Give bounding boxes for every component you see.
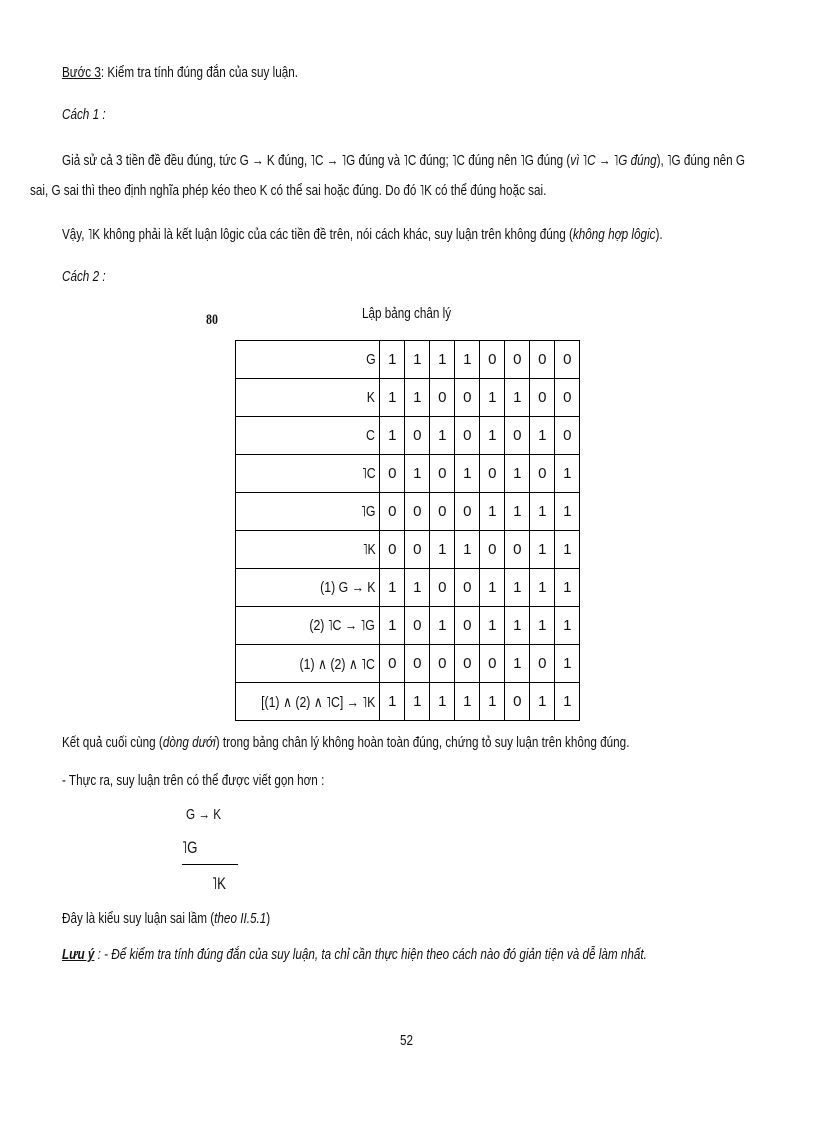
page-number: 52 [400, 1032, 414, 1049]
row-label: (1) G → K [319, 579, 376, 596]
truth-value-cell: 0 [480, 341, 505, 379]
row-label-cell [236, 379, 380, 417]
para1-line1 [62, 152, 745, 169]
truth-value-cell: 1 [530, 493, 555, 531]
truth-value-cell: 1 [505, 607, 530, 645]
truth-value-cell: 1 [505, 569, 530, 607]
truth-value-cell: 0 [430, 455, 455, 493]
truth-value-cell: 1 [405, 341, 430, 379]
truth-value-cell: 1 [430, 417, 455, 455]
truth-value-cell: 1 [430, 531, 455, 569]
note-line: - Thực ra, suy luận trên có thể được viết gọn hơn : [62, 772, 325, 789]
truth-value-cell: 1 [430, 683, 455, 721]
row-label: (1) ∧ (2) ∧ ˥C [299, 655, 376, 673]
para1-text-a: Giả sử cả 3 tiền đề đều đúng, tức G → K đúng, ˥C → ˥G đúng và ˥C đúng; ˥C đúng nên ˥G đúng ( [62, 152, 571, 169]
step-heading-line [62, 64, 298, 81]
truth-value-cell: 1 [530, 531, 555, 569]
result-text-b: ) trong bảng chân lý không hoàn toàn đúng, chứng tỏ suy luận trên không đúng. [215, 734, 630, 751]
table-row [236, 379, 580, 417]
truth-value-cell: 0 [380, 645, 405, 683]
fallacy-line [62, 910, 270, 927]
table-row [236, 569, 580, 607]
truth-value-cell: 1 [480, 607, 505, 645]
table-row [236, 683, 580, 721]
truth-value-cell: 1 [455, 531, 480, 569]
truth-value-cell: 1 [555, 455, 580, 493]
row-label: G [365, 351, 376, 368]
table-row [236, 645, 580, 683]
truth-value-cell: 0 [555, 417, 580, 455]
truth-value-cell: 1 [480, 683, 505, 721]
truth-value-cell: 1 [380, 683, 405, 721]
truth-value-cell: 1 [480, 379, 505, 417]
step-title: : Kiểm tra tính đúng đắn của suy luận. [100, 64, 298, 81]
row-label-cell [236, 341, 380, 379]
truth-value-cell: 1 [380, 341, 405, 379]
table-row [236, 531, 580, 569]
row-label-cell [236, 455, 380, 493]
truth-value-cell: 0 [505, 417, 530, 455]
truth-value-cell: 1 [555, 493, 580, 531]
truth-value-cell: 1 [505, 379, 530, 417]
truth-value-cell: 1 [380, 379, 405, 417]
truth-value-cell: 1 [405, 569, 430, 607]
para1-text-b: ), ˥G đúng nên G [656, 152, 746, 169]
remark-line [62, 946, 647, 963]
truth-value-cell: 1 [555, 607, 580, 645]
truth-value-cell: 1 [405, 455, 430, 493]
truth-value-cell: 0 [505, 531, 530, 569]
truth-value-cell: 0 [555, 341, 580, 379]
truth-value-cell: 1 [480, 569, 505, 607]
truth-value-cell: 1 [380, 607, 405, 645]
truth-value-cell: 0 [405, 417, 430, 455]
row-label-cell [236, 645, 380, 683]
truth-value-cell: 1 [455, 683, 480, 721]
truth-value-cell: 1 [505, 455, 530, 493]
truth-value-cell: 1 [555, 683, 580, 721]
truth-value-cell: 1 [430, 607, 455, 645]
truth-value-cell: 0 [380, 455, 405, 493]
truth-value-cell: 1 [380, 569, 405, 607]
truth-value-cell: 0 [455, 569, 480, 607]
truth-value-cell: 1 [505, 645, 530, 683]
truth-table [235, 340, 580, 721]
table-row [236, 493, 580, 531]
truth-value-cell: 0 [530, 341, 555, 379]
truth-value-cell: 1 [555, 645, 580, 683]
truth-value-cell: 1 [405, 683, 430, 721]
truth-value-cell: 1 [430, 341, 455, 379]
row-label: C [366, 427, 376, 444]
method1-heading: Cách 1 : [62, 106, 106, 123]
truth-value-cell: 0 [555, 379, 580, 417]
truth-value-cell: 1 [555, 531, 580, 569]
truth-value-cell: 0 [430, 569, 455, 607]
truth-value-cell: 1 [530, 683, 555, 721]
truth-value-cell: 1 [555, 569, 580, 607]
para2-text-b: ). [655, 226, 663, 243]
row-label-cell [236, 569, 380, 607]
truth-value-cell: 1 [455, 455, 480, 493]
para2 [62, 226, 663, 243]
para1-line2: sai, G sai thì theo định nghĩa phép kéo theo K có thể sai hoặc đúng. Do đó ˥K có thể đúng hoặc sai. [30, 182, 547, 199]
truth-value-cell: 0 [455, 645, 480, 683]
truth-value-cell: 0 [405, 493, 430, 531]
truth-value-cell: 1 [530, 607, 555, 645]
truth-value-cell: 0 [405, 531, 430, 569]
truth-value-cell: 0 [505, 683, 530, 721]
truth-value-cell: 0 [405, 645, 430, 683]
result-text-a: Kết quả cuối cùng ( [62, 734, 163, 751]
row-label: ˥C [361, 465, 376, 482]
truth-value-cell: 1 [530, 417, 555, 455]
row-label-cell [236, 493, 380, 531]
row-label: ˥K [362, 541, 376, 558]
truth-value-cell: 1 [480, 493, 505, 531]
step-heading: Bước 3 [62, 64, 101, 81]
para1-italic: vì ˥C → ˥G đúng [570, 152, 657, 169]
row-label: (2) ˥C → ˥G [309, 617, 376, 634]
truth-value-cell: 0 [530, 645, 555, 683]
table-row [236, 607, 580, 645]
remark-text: : - Để kiểm tra tính đúng đắn của suy luận, ta chỉ cần thực hiện theo cách nào đó giản tiện và dễ làm nhất. [94, 946, 647, 963]
truth-value-cell: 0 [505, 341, 530, 379]
row-label-cell [236, 531, 380, 569]
truth-value-cell: 0 [455, 607, 480, 645]
para2-italic: không hợp lôgic [572, 226, 656, 243]
table-row [236, 455, 580, 493]
truth-value-cell: 0 [530, 455, 555, 493]
truth-value-cell: 0 [480, 645, 505, 683]
short-premise-1: G → K [186, 806, 222, 823]
row-label: [(1) ∧ (2) ∧ ˥C] → ˥K [261, 693, 376, 711]
truth-value-cell: 0 [455, 417, 480, 455]
row-label: K [367, 389, 376, 406]
short-premise-2: ˥G [182, 838, 198, 857]
para2-text-a: Vậy, ˥K không phải là kết luận lôgic của các tiền đề trên, nói cách khác, suy luận trên không đúng ( [62, 226, 573, 243]
truth-value-cell: 0 [480, 455, 505, 493]
remark-label: Lưu ý [62, 946, 95, 963]
truth-value-cell: 1 [505, 493, 530, 531]
table-title: Lập bảng chân lý [362, 305, 452, 322]
result-italic: dòng dưới [162, 734, 216, 751]
method2-heading: Cách 2 : [62, 268, 106, 285]
row-label-cell [236, 683, 380, 721]
truth-value-cell: 0 [430, 379, 455, 417]
truth-value-cell: 1 [530, 569, 555, 607]
fallacy-italic: theo II.5.1 [214, 910, 267, 927]
side-number: 80 [206, 312, 218, 328]
fallacy-text-b: ) [266, 910, 271, 927]
truth-value-cell: 1 [480, 417, 505, 455]
truth-value-cell: 0 [530, 379, 555, 417]
truth-value-cell: 1 [380, 417, 405, 455]
truth-value-cell: 0 [455, 379, 480, 417]
inference-line [182, 864, 238, 865]
truth-value-cell: 0 [430, 493, 455, 531]
row-label-cell [236, 417, 380, 455]
truth-value-cell: 0 [380, 493, 405, 531]
truth-value-cell: 0 [380, 531, 405, 569]
truth-value-cell: 1 [405, 379, 430, 417]
table-row [236, 417, 580, 455]
table-row [236, 341, 580, 379]
row-label: ˥G [361, 503, 376, 520]
short-conclusion: ˥K [212, 874, 226, 893]
truth-value-cell: 0 [430, 645, 455, 683]
truth-value-cell: 0 [405, 607, 430, 645]
truth-value-cell: 1 [455, 341, 480, 379]
truth-value-cell: 0 [480, 531, 505, 569]
fallacy-text-a: Đây là kiểu suy luận sai lầm ( [62, 910, 215, 927]
truth-value-cell: 0 [455, 493, 480, 531]
result-line [62, 734, 629, 751]
row-label-cell [236, 607, 380, 645]
